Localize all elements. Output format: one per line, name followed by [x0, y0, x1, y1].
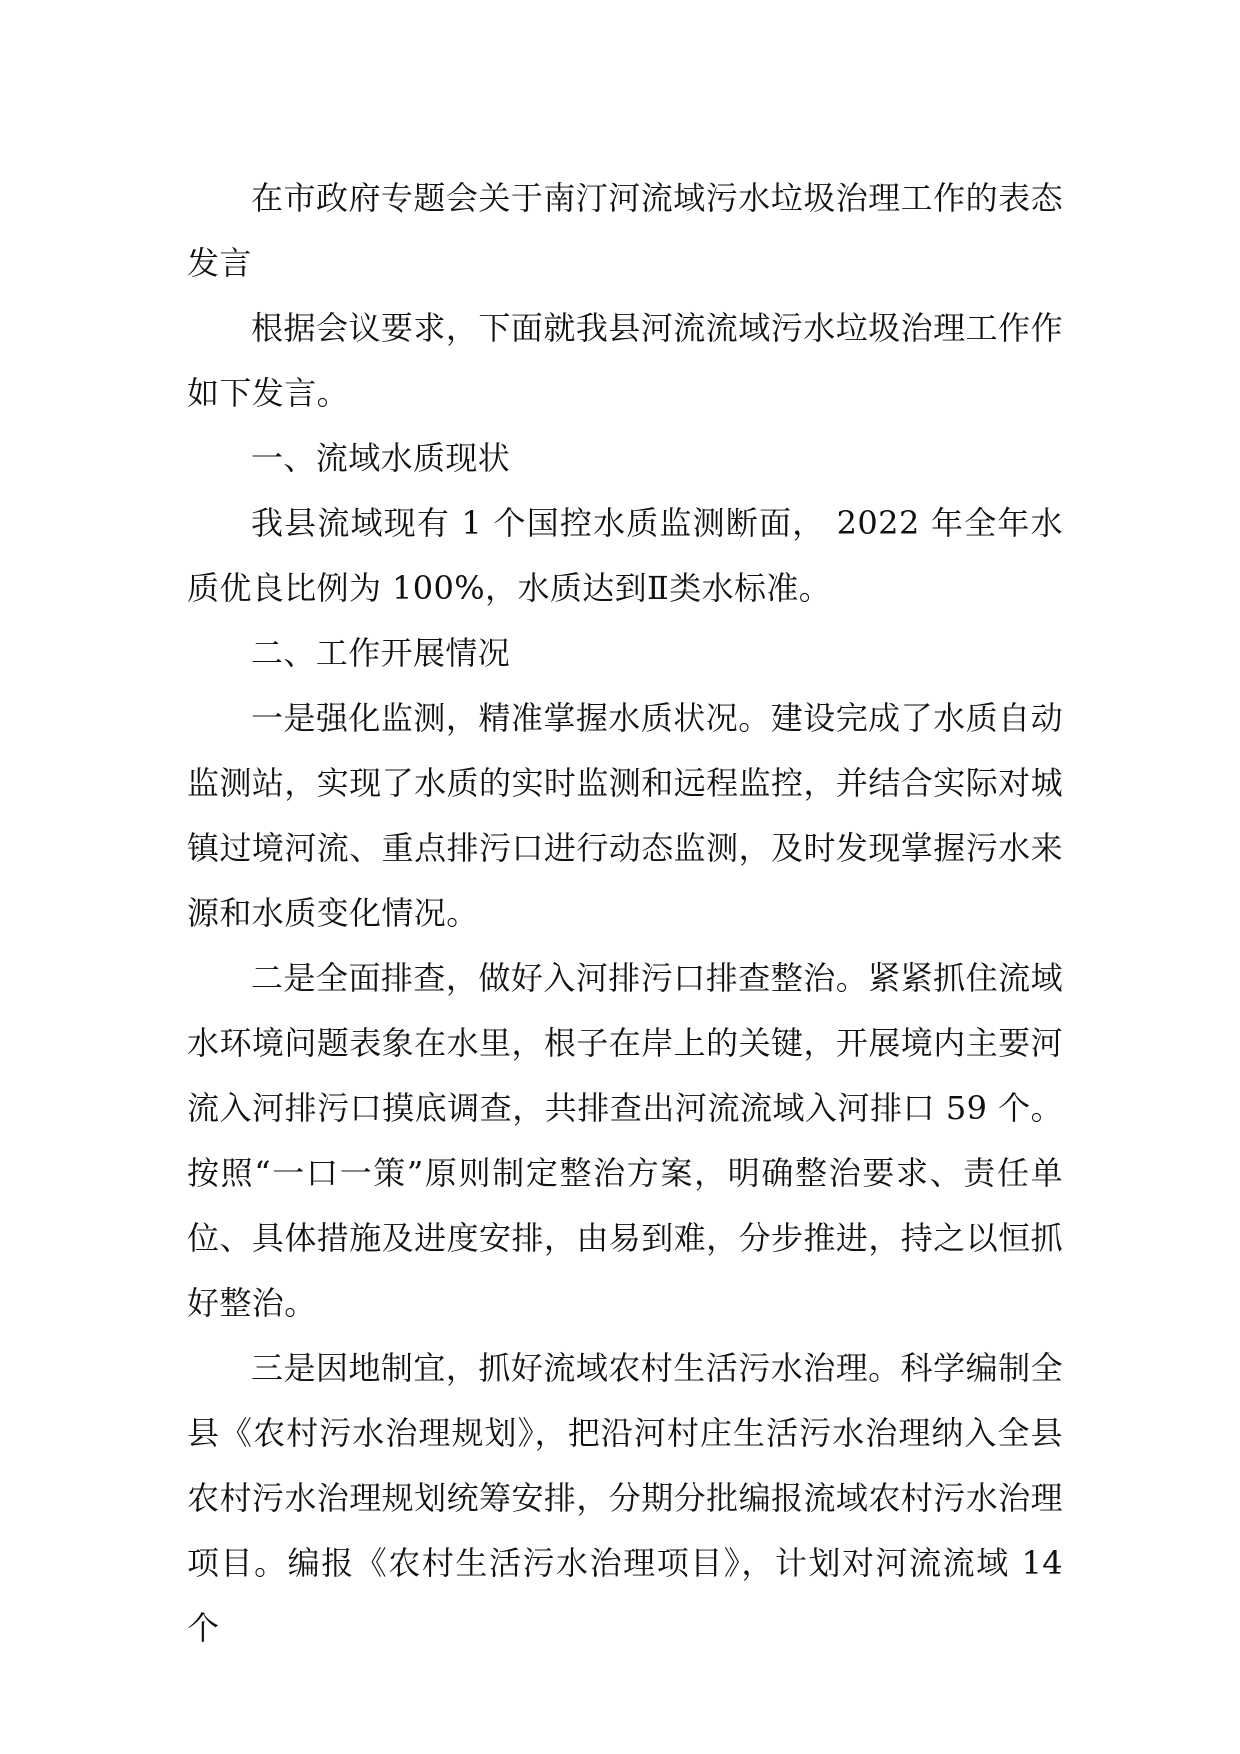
paragraph-intro: 根据会议要求，下面就我县河流流域污水垃圾治理工作作如下发言。 [187, 309, 1063, 412]
heading-work-progress: 二、工作开展情况 [251, 634, 511, 672]
paragraph-monitoring: 一是强化监测，精准掌握水质状况。建设完成了水质自动监测站，实现了水质的实时监测和远程监控，并结合实际对城镇过境河流、重点排污口进行动态监测，及时发现掌握污水来源和水质变化情况。 [187, 699, 1063, 932]
paragraph-rural-sewage: 三是因地制宜，抓好流域农村生活污水治理。科学编制全县《农村污水治理规划》，把沿河村庄生活污水治理纳入全县农村污水治理规划统筹安排，分期分批编报流域农村污水治理项目。编报《农村生活污水治理项目》，计划对河流流域 14 个 [187, 1349, 1063, 1647]
paragraph-water-quality: 我县流域现有 1 个国控水质监测断面， 2022 年全年水质优良比例为 100%，水质达到Ⅱ类水标准。 [187, 504, 1063, 607]
heading-water-quality-status: 一、流域水质现状 [251, 439, 511, 477]
document-title: 在市政府专题会关于南汀河流域污水垃圾治理工作的表态发言 [187, 179, 1063, 282]
paragraph-outfall-inspection: 二是全面排查，做好入河排污口排查整治。紧紧抓住流域水环境问题表象在水里，根子在岸上的关键，开展境内主要河流入河排污口摸底调查，共排查出河流流域入河排口 59 个。按照“一口一策”原则制定整治方案，明确整治要求、责任单位、具体措施及进度安排，由易到难，分步推进，持之以恒抓好整治。 [187, 959, 1063, 1322]
document-page [187, 166, 1063, 1661]
